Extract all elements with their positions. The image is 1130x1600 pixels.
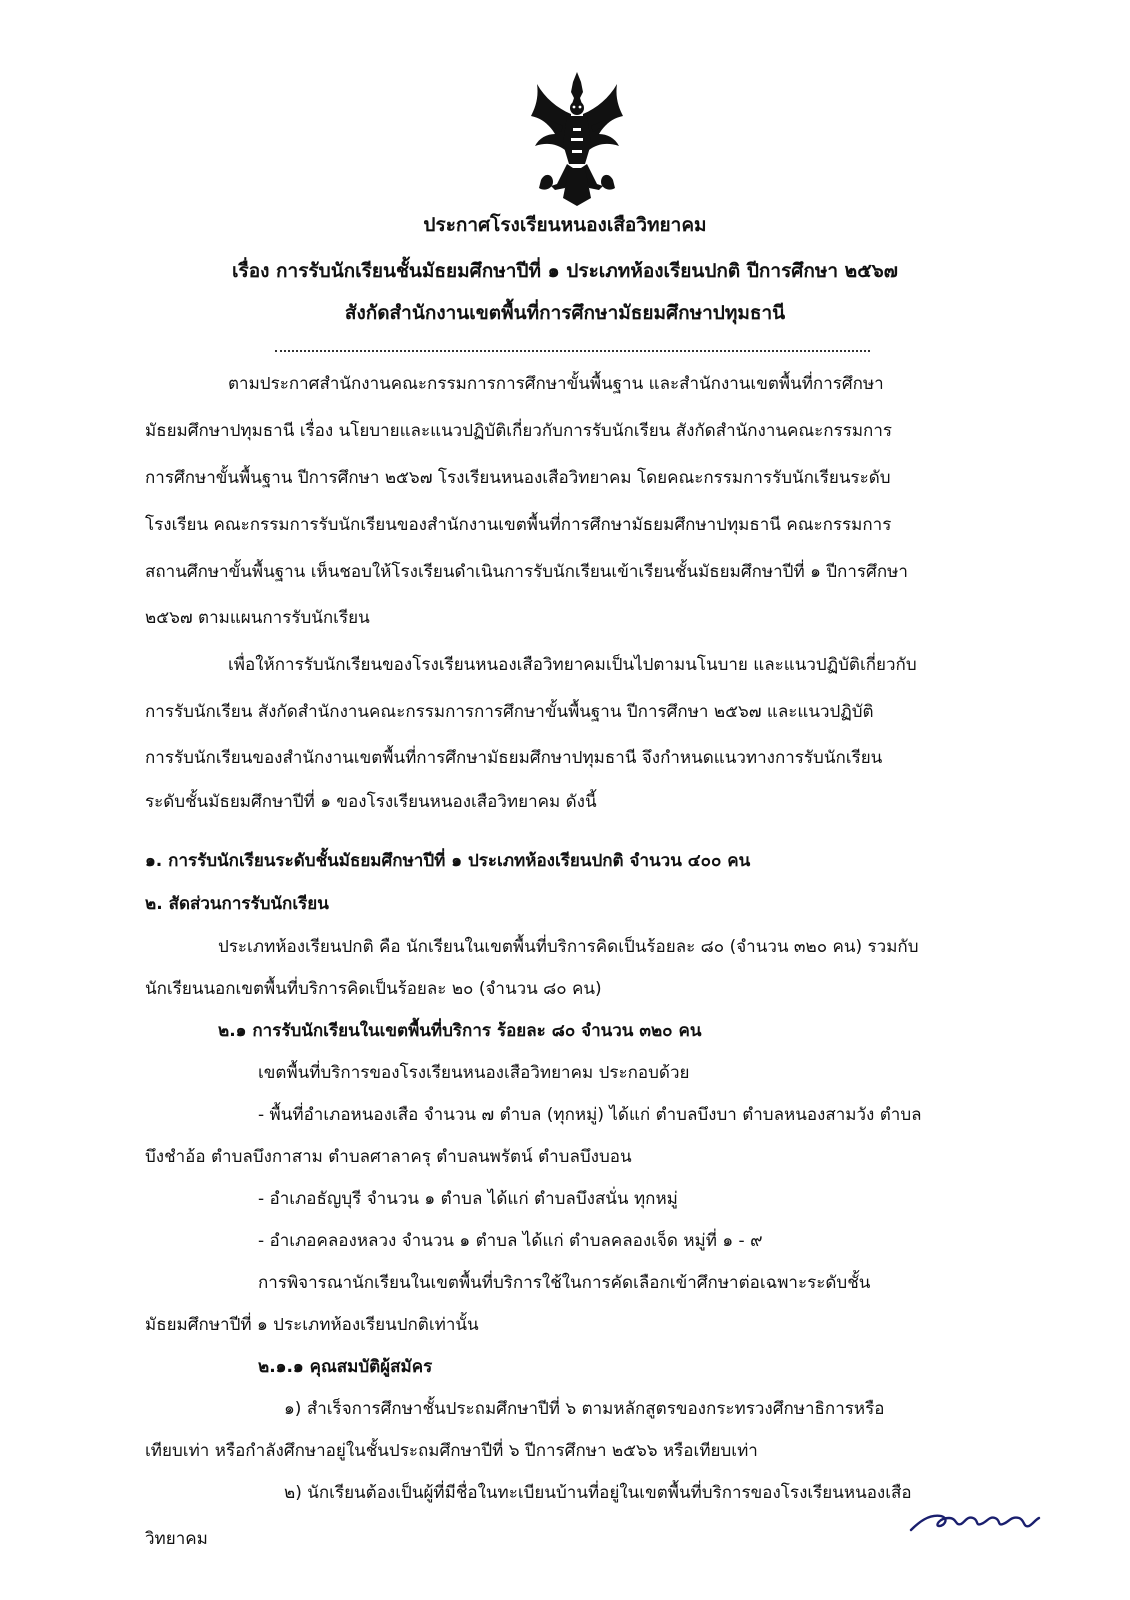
body-line: มัธยมศึกษาปทุมธานี เรื่อง นโยบายและแนวปฏิบัติเกี่ยวกับการรับนักเรียน สังกัดสำนักงานคณะกรรมการ — [145, 421, 893, 441]
section-heading: ๑. การรับนักเรียนระดับชั้นมัธยมศึกษาปีที่ ๑ ประเภทห้องเรียนปกติ จำนวน ๔๐๐ คน — [145, 851, 751, 871]
body-line: เทียบเท่า หรือกำลังศึกษาอยู่ในชั้นประถมศึกษาปีที่ ๖ ปีการศึกษา ๒๕๖๖ หรือเทียบเท่า — [145, 1441, 758, 1461]
body-line: สถานศึกษาขั้นพื้นฐาน เห็นชอบให้โรงเรียนดำเนินการรับนักเรียนเข้าเรียนชั้นมัธยมศึกษาปีที่ ๑ ปีการศึกษา — [145, 562, 908, 582]
body-line: นักเรียนนอกเขตพื้นที่บริการคิดเป็นร้อยละ ๒๐ (จำนวน ๘๐ คน) — [145, 979, 602, 999]
garuda-emblem — [527, 68, 627, 208]
announcement-subject: เรื่อง การรับนักเรียนชั้นมัธยมศึกษาปีที่ ๑ ประเภทห้องเรียนปกติ ปีการศึกษา ๒๕๖๗ — [232, 260, 898, 282]
body-line: - อำเภอคลองหลวง จำนวน ๑ ตำบล ได้แก่ ตำบลคลองเจ็ด หมู่ที่ ๑ - ๙ — [258, 1231, 763, 1251]
body-line: ๒๕๖๗ ตามแผนการรับนักเรียน — [145, 608, 370, 628]
body-line: เพื่อให้การรับนักเรียนของโรงเรียนหนองเสือวิทยาคมเป็นไปตามนโนบาย และแนวปฏิบัติเกี่ยวกับ — [228, 655, 917, 675]
body-line: ตามประกาศสำนักงานคณะกรรมการการศึกษาขั้นพื้นฐาน และสำนักงานเขตพื้นที่การศึกษา — [228, 374, 884, 394]
body-line: มัธยมศึกษาปีที่ ๑ ประเภทห้องเรียนปกติเท่านั้น — [145, 1315, 479, 1335]
section-heading: ๒. สัดส่วนการรับนักเรียน — [145, 894, 329, 914]
body-line: บึงชำอ้อ ตำบลบึงกาสาม ตำบลศาลาครุ ตำบลนพรัตน์ ตำบลบึงบอน — [145, 1147, 632, 1167]
announcement-affiliation: สังกัดสำนักงานเขตพื้นที่การศึกษามัธยมศึกษาปทุมธานี — [344, 302, 786, 324]
body-line: การรับนักเรียน สังกัดสำนักงานคณะกรรมการการศึกษาขั้นพื้นฐาน ปีการศึกษา ๒๕๖๗ และแนวปฏิบัติ — [145, 702, 874, 722]
body-line: โรงเรียน คณะกรรมการรับนักเรียนของสำนักงานเขตพื้นที่การศึกษามัธยมศึกษาปทุมธานี คณะกรรมการ — [145, 515, 892, 535]
body-line: ๑) สำเร็จการศึกษาชั้นประถมศึกษาปีที่ ๖ ตามหลักสูตรของกระทรวงศึกษาธิการหรือ — [284, 1399, 885, 1419]
body-line: ประเภทห้องเรียนปกติ คือ นักเรียนในเขตพื้นที่บริการคิดเป็นร้อยละ ๘๐ (จำนวน ๓๒๐ คน) รวมกับ — [218, 937, 919, 957]
body-line: การศึกษาขั้นพื้นฐาน ปีการศึกษา ๒๕๖๗ โรงเรียนหนองเสือวิทยาคม โดยคณะกรรมการรับนักเรียนระดับ — [145, 468, 891, 488]
body-line: - อำเภอธัญบุรี จำนวน ๑ ตำบล ได้แก่ ตำบลบึงสนั่น ทุกหมู่ — [258, 1189, 678, 1209]
subsection-heading: ๒.๑.๑ คุณสมบัติผู้สมัคร — [258, 1357, 433, 1377]
body-line: - พื้นที่อำเภอหนองเสือ จำนวน ๗ ตำบล (ทุกหมู่) ได้แก่ ตำบลบึงบา ตำบลหนองสามวัง ตำบล — [258, 1105, 922, 1125]
subsection-heading: ๒.๑ การรับนักเรียนในเขตพื้นที่บริการ ร้อยละ ๘๐ จำนวน ๓๒๐ คน — [218, 1021, 702, 1041]
body-line: ๒) นักเรียนต้องเป็นผู้ที่มีชื่อในทะเบียนบ้านที่อยู่ในเขตพื้นที่บริการของโรงเรียนหนองเสือ — [284, 1483, 912, 1503]
signature-initials — [905, 1500, 1045, 1536]
body-line: ระดับชั้นมัธยมศึกษาปีที่ ๑ ของโรงเรียนหนองเสือวิทยาคม ดังนี้ — [145, 792, 597, 812]
body-line: การพิจารณานักเรียนในเขตพื้นที่บริการใช้ในการคัดเลือกเข้าศึกษาต่อเฉพาะระดับชั้น — [258, 1273, 871, 1293]
announcement-title: ประกาศโรงเรียนหนองเสือวิทยาคม — [423, 214, 707, 236]
body-line: เขตพื้นที่บริการของโรงเรียนหนองเสือวิทยาคม ประกอบด้วย — [258, 1063, 690, 1083]
body-line: วิทยาคม — [145, 1529, 208, 1549]
body-line: การรับนักเรียนของสำนักงานเขตพื้นที่การศึกษามัธยมศึกษาปทุมธานี จึงกำหนดแนวทางการรับนักเรียน — [145, 748, 883, 768]
dotted-divider — [275, 350, 870, 352]
